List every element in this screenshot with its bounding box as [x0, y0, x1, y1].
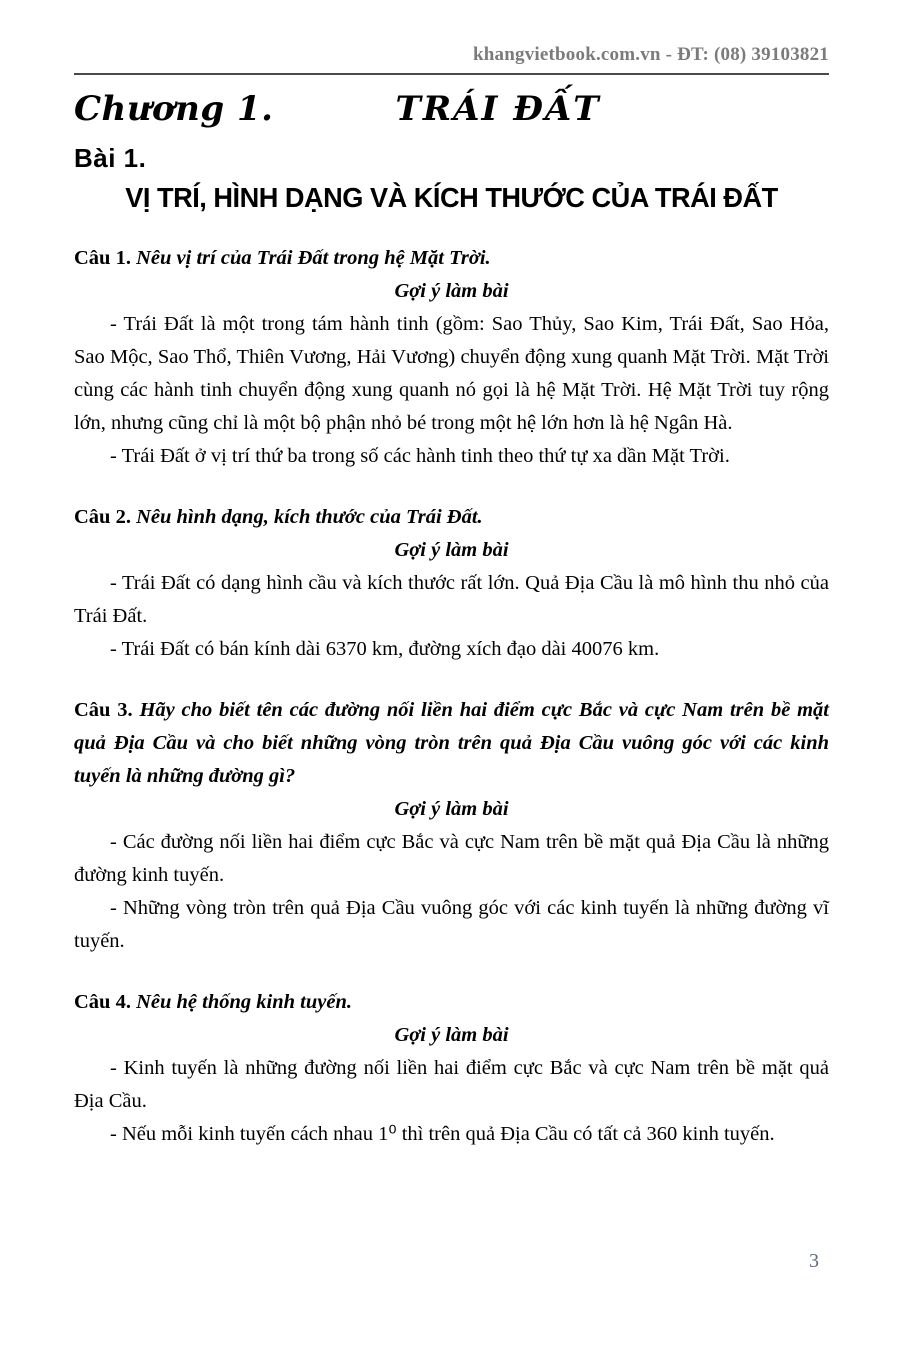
question-block-2 — [74, 501, 829, 666]
question-label: Câu 2. — [74, 506, 131, 528]
lesson-label: Bài 1. — [74, 143, 147, 173]
question-heading — [74, 986, 829, 1019]
hint-heading: Gợi ý làm bài — [394, 1024, 509, 1046]
lesson-title: VỊ TRÍ, HÌNH DẠNG VÀ KÍCH THƯỚC CỦA TRÁI ĐẤT — [125, 182, 778, 213]
answer-paragraph: - Trái Đất ở vị trí thứ ba trong số các hành tinh theo thứ tự xa dần Mặt Trời. — [110, 445, 730, 467]
site-header: khangvietbook.com.vn - ĐT: (08) 39103821 — [74, 44, 829, 75]
hint-heading: Gợi ý làm bài — [394, 539, 509, 561]
answer-paragraph: - Các đường nối liền hai điểm cực Bắc và cực Nam trên bề mặt quả Địa Cầu là những đường kinh tuyến. — [74, 831, 829, 886]
answer-paragraph: - Trái Đất có bán kính dài 6370 km, đường xích đạo dài 40076 km. — [110, 638, 660, 660]
question-block-4 — [74, 986, 829, 1151]
answer-paragraph: - Nếu mỗi kinh tuyến cách nhau 1⁰ thì trên quả Địa Cầu có tất cả 360 kinh tuyến. — [110, 1123, 775, 1145]
question-text: Nêu vị trí của Trái Đất trong hệ Mặt Trời. — [136, 247, 491, 269]
question-text: Hãy cho biết tên các đường nối liền hai điểm cực Bắc và cực Nam trên bề mặt quả Địa Cầu và cho biết những vòng tròn trên quả Địa Cầu vuông góc với các kinh tuyến là những đường gì? — [74, 699, 829, 787]
hint-heading: Gợi ý làm bài — [394, 798, 509, 820]
answer-paragraph: - Những vòng tròn trên quả Địa Cầu vuông góc với các kinh tuyến là những đường vĩ tuyến. — [74, 897, 829, 952]
question-block-1 — [74, 242, 829, 473]
question-label: Câu 3. — [74, 699, 133, 721]
question-text: Nêu hệ thống kinh tuyến. — [136, 991, 352, 1013]
hint-heading: Gợi ý làm bài — [394, 280, 509, 302]
chapter-heading — [74, 89, 829, 129]
question-block-3 — [74, 694, 829, 958]
chapter-title: TRÁI ĐẤT — [395, 89, 601, 129]
page-number: 3 — [809, 1250, 819, 1272]
question-heading — [74, 694, 829, 793]
question-heading — [74, 242, 829, 275]
answer-paragraph: - Trái Đất là một trong tám hành tinh (gồm: Sao Thủy, Sao Kim, Trái Đất, Sao Hỏa, Sao Mộc, Sao Thổ, Thiên Vương, Hải Vương) chuyển động xung quanh Mặt Trời. Mặt Trời cùng các hành tinh chuyển động xung quanh nó gọi là hệ Mặt Trời. Hệ Mặt Trời tuy rộng lớn, nhưng cũng chỉ là một bộ phận nhỏ bé trong một hệ lớn hơn là hệ Ngân Hà. — [74, 313, 829, 434]
answer-paragraph: - Trái Đất có dạng hình cầu và kích thước rất lớn. Quả Địa Cầu là mô hình thu nhỏ của Trái Đất. — [74, 572, 829, 627]
answer-paragraph: - Kinh tuyến là những đường nối liền hai điểm cực Bắc và cực Nam trên bề mặt quả Địa Cầu. — [74, 1057, 829, 1112]
chapter-label: Chương 1. — [74, 89, 274, 129]
question-label: Câu 4. — [74, 991, 131, 1013]
question-label: Câu 1. — [74, 247, 131, 269]
question-heading — [74, 501, 829, 534]
question-text: Nêu hình dạng, kích thước của Trái Đất. — [136, 506, 483, 528]
